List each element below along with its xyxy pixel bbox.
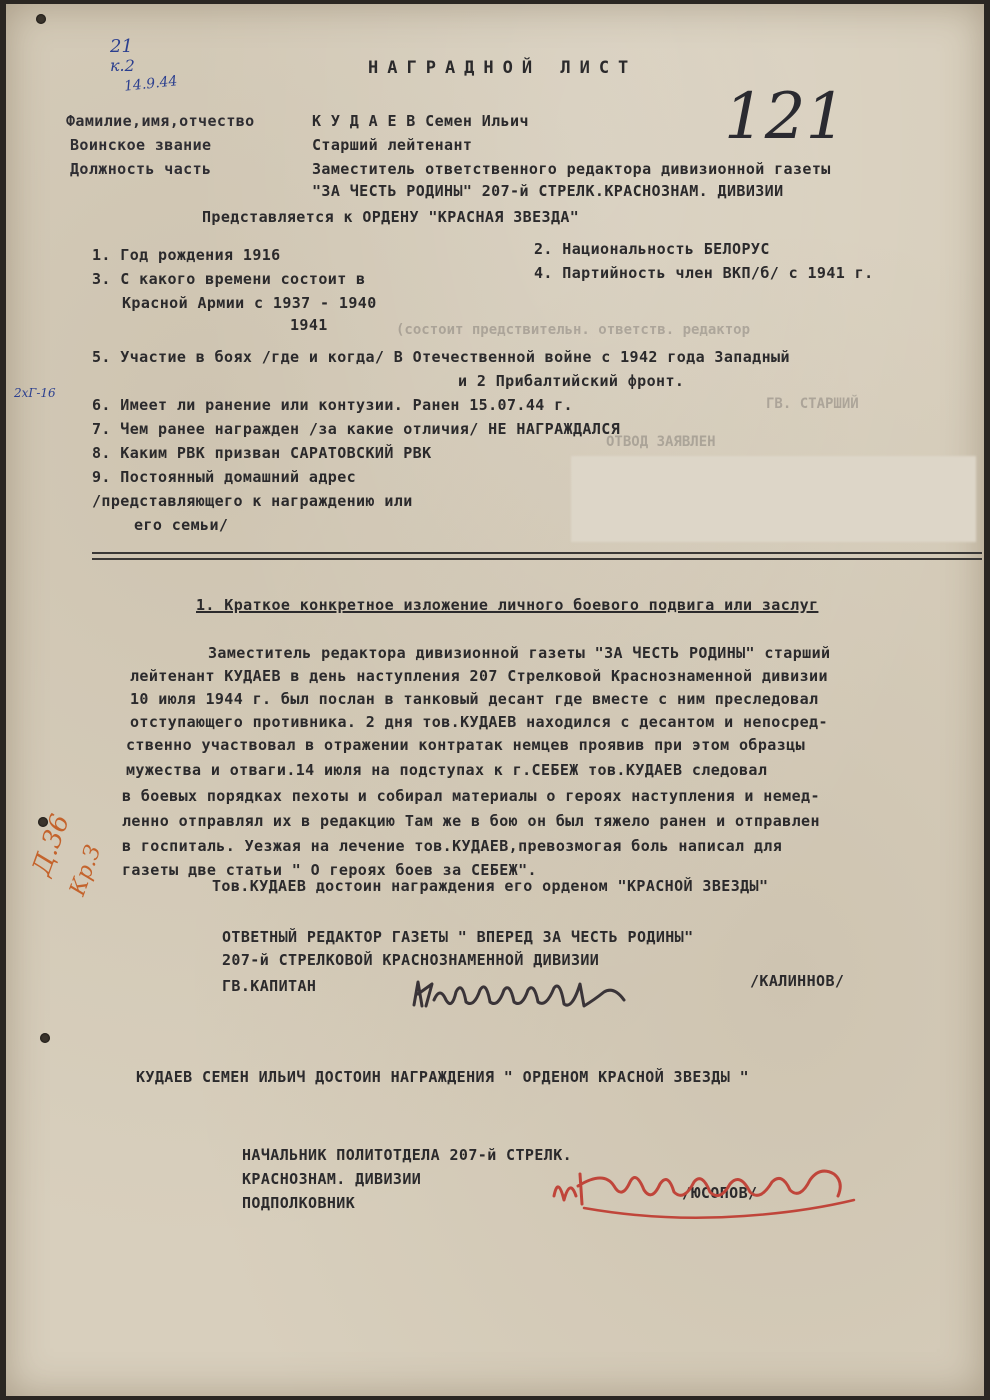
signature2-rank: ПОДПОЛКОВНИК	[242, 1194, 356, 1212]
handwritten-orange-note-1: Д.36	[26, 810, 77, 880]
signature1-rank: ГВ.КАПИТАН	[222, 977, 317, 995]
item-wounds: 6. Имеет ли ранение или контузии. Ранен 15.07.44 г.	[92, 396, 573, 414]
item-army-since-3: 1941	[290, 316, 328, 334]
item-party: 4. Партийность член ВКП/б/ с 1941 г.	[534, 264, 874, 282]
handwritten-note-1: 21	[110, 36, 133, 57]
item-army-since-1: 3. С какого времени состоит в	[92, 270, 366, 288]
item-nationality: 2. Национальность БЕЛОРУС	[534, 240, 770, 258]
narrative-line: в госпиталь. Уезжая на лечение тов.КУДАЕВ,превозмогая боль написал для	[122, 837, 783, 855]
faded-reverse-text-2: ГВ. СТАРШИЙ	[766, 396, 859, 412]
handwritten-orange-note-2: Кр.З	[65, 841, 107, 900]
document-sheet	[6, 4, 984, 1396]
narrative-line: Тов.КУДАЕВ достоин награждения его орденом "КРАСНОЙ ЗВЕЗДЫ"	[212, 877, 769, 895]
narrative-line: отступающего противника. 2 дня тов.КУДАЕВ находился с десантом и непосред-	[130, 713, 828, 731]
item-battles-1: 5. Участие в боях /где и когда/ В Отечественной войне с 1942 года Западный	[92, 348, 790, 366]
signature1-line2: 207-й СТРЕЛКОВОЙ КРАСНОЗНАМЕННОЙ ДИВИЗИИ	[222, 951, 600, 969]
field-value-position: Заместитель ответственного редактора дивизионной газеты	[312, 160, 831, 178]
narrative-line: газеты две статьи " О героях боев за СЕБЕЖ".	[122, 861, 537, 879]
signature1-line1: ОТВЕТНЫЙ РЕДАКТОР ГАЗЕТЫ " ВПЕРЕД ЗА ЧЕСТЬ РОДИНЫ"	[222, 928, 694, 946]
item-birth-year: 1. Год рождения 1916	[92, 246, 281, 264]
narrative-line: 10 июля 1944 г. был послан в танковый десант где вместе с ним преследовал	[130, 690, 819, 708]
field-label-rank: Воинское звание	[70, 136, 212, 154]
narrative-line: ственно участвовал в отражении контратак немцев проявив при этом образцы	[126, 736, 806, 754]
punch-hole	[40, 1033, 50, 1043]
item-address-3: его семьи/	[134, 516, 229, 534]
narrative-line: мужества и отваги.14 июля на подступах к г.СЕБЕЖ тов.КУДАЕВ следовал	[126, 761, 768, 779]
document-title: НАГРАДНОЙ ЛИСТ	[368, 58, 638, 78]
punch-hole	[36, 14, 46, 24]
field-label-fio: Фамилие,имя,отчество	[66, 112, 255, 130]
signature2-line1: НАЧАЛЬНИК ПОЛИТОТДЕЛА 207-й СТРЕЛК.	[242, 1146, 573, 1164]
item-address-2: /представляющего к награждению или	[92, 492, 413, 510]
redacted-area	[571, 456, 976, 542]
signature2-line2: КРАСНОЗНАМ. ДИВИЗИИ	[242, 1170, 422, 1188]
divider-line	[92, 552, 982, 554]
faded-reverse-text-1: (состоит предствительн. ответств. редактор	[396, 322, 751, 338]
item-battles-2: и 2 Прибалтийский фронт.	[458, 372, 685, 390]
handwritten-signature-1	[404, 970, 664, 1030]
field-value-rank: Старший лейтенант	[312, 136, 473, 154]
item-rvk: 8. Каким РВК призван САРАТОВСКИЙ РВК	[92, 444, 432, 462]
conclusion-line: КУДАЕВ СЕМЕН ИЛЬИЧ ДОСТОИН НАГРАЖДЕНИЯ " ОРДЕНОМ КРАСНОЙ ЗВЕЗДЫ "	[136, 1068, 749, 1086]
item-address-1: 9. Постоянный домашний адрес	[92, 468, 357, 486]
narrative-line: в боевых порядках пехоты и собирал материалы о героях наступления и немед-	[122, 787, 820, 805]
narrative-line: лейтенант КУДАЕВ в день наступления 207 Стрелковой Краснознаменной дивизии	[130, 667, 828, 685]
handwritten-signature-2	[544, 1156, 874, 1236]
handwritten-margin-note: 2хГ-16	[14, 386, 56, 400]
signature2-name: /ЮСОПОВ/	[682, 1184, 758, 1202]
signature1-name: /КАЛИННОВ/	[750, 972, 845, 990]
represented-line: Представляется к ОРДЕНУ "КРАСНАЯ ЗВЕЗДА"	[202, 208, 580, 226]
narrative-line: ленно отправлял их в редакцию Там же в бою он был тяжело ранен и отправлен	[122, 812, 820, 830]
field-value-unit: "ЗА ЧЕСТЬ РОДИНЫ" 207-й СТРЕЛК.КРАСНОЗНАМ. ДИВИЗИИ	[312, 182, 784, 200]
faded-reverse-text-3: ОТВОД ЗАЯВЛЕН	[606, 434, 716, 450]
handwritten-date: 14.9.44	[123, 73, 179, 95]
field-label-position: Должность часть	[70, 160, 212, 178]
item-awards: 7. Чем ранее награжден /за какие отличия/ НЕ НАГРАЖДАЛСЯ	[92, 420, 621, 438]
handwritten-note-2: к.2	[110, 56, 135, 75]
section-title: 1. Краткое конкретное изложение личного боевого подвига или заслуг	[196, 596, 819, 614]
narrative-line: Заместитель редактора дивизионной газеты "ЗА ЧЕСТЬ РОДИНЫ" старший	[208, 644, 831, 662]
handwritten-record-number: 121	[724, 80, 847, 154]
item-army-since-2: Красной Армии с 1937 - 1940	[122, 294, 377, 312]
divider-line	[92, 558, 982, 560]
field-value-fio: К У Д А Е В Семен Ильич	[312, 112, 529, 130]
